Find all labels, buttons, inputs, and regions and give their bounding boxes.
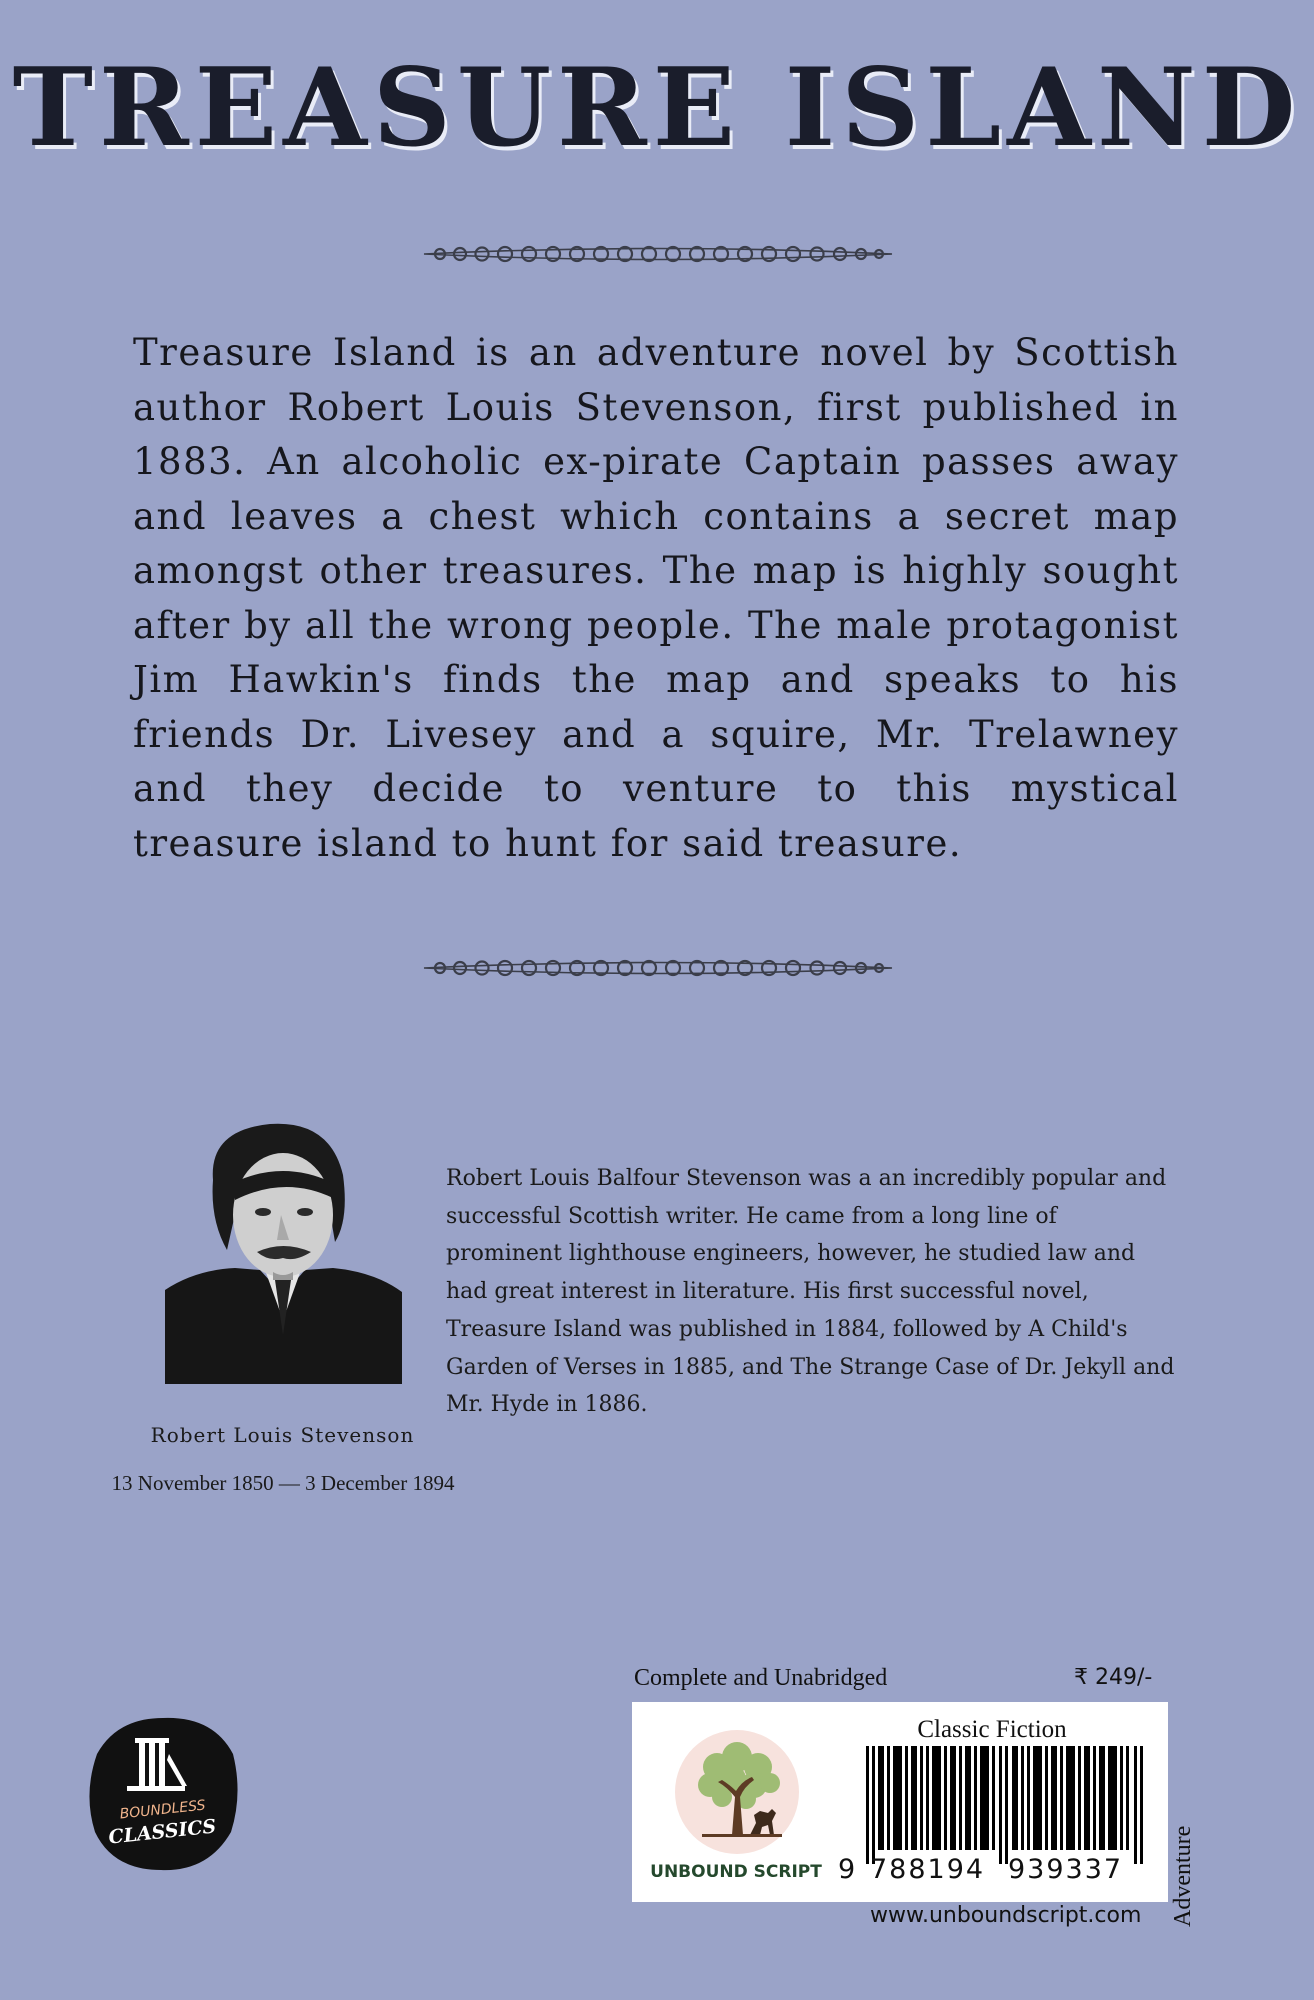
publisher-website: www.unboundscript.com <box>870 1903 1142 1928</box>
book-synopsis: Treasure Island is an adventure novel by Scottish author Robert Louis Stevenson, first published in 1883. An alcoholic ex-pirate Captain passes away and leaves a chest which contains a secret map amongst other treasures. The map is highly sought after by all the wrong people. The male protagonist Jim Hawkin's finds the map and speaks to his friends Dr. Livesey and a squire, Mr. Trelawney and they decide to venture to this mystical treasure island to hunt for said treasure. <box>133 331 1179 865</box>
unbound-script-tree-logo <box>672 1727 802 1857</box>
ornament-divider-bottom <box>420 957 896 979</box>
bio-line: successful Scottish writer. He came from a long line of <box>446 1203 1057 1229</box>
author-name-caption: Robert Louis Stevenson <box>150 1423 415 1447</box>
price-label: ₹ 249/- <box>1074 1665 1153 1690</box>
bio-line: had great interest in literature. His first successful novel, <box>446 1279 1089 1305</box>
genre-label-vertical: Adventure <box>1170 1825 1196 1927</box>
bio-line: prominent lighthouse engineers, however, he studied law and <box>446 1241 1136 1267</box>
ornament-divider-top <box>420 243 896 265</box>
author-lifespan: 13 November 1850 — 3 December 1894 <box>111 1471 455 1495</box>
edition-label: Complete and Unabridged <box>634 1665 888 1691</box>
author-portrait <box>165 1120 402 1384</box>
category-label: Classic Fiction <box>917 1716 1067 1743</box>
isbn-group-right: 939337 <box>1008 1854 1124 1885</box>
author-biography <box>446 1160 1218 1424</box>
bio-line: Robert Louis Balfour Stevenson was a an incredibly popular and <box>446 1166 1167 1191</box>
isbn-barcode <box>866 1746 1144 1864</box>
bio-line: Mr. Hyde in 1886. <box>446 1392 648 1418</box>
barcode-panel <box>632 1702 1168 1902</box>
book-title: TREASURE ISLAND <box>12 45 1302 171</box>
bio-line: Garden of Verses in 1885, and The Strange Case of Dr. Jekyll and <box>446 1354 1175 1380</box>
bio-line: Treasure Island was published in 1884, followed by A Child's <box>446 1316 1128 1342</box>
isbn-prefix: 9 <box>838 1854 856 1885</box>
imprint-name: UNBOUND SCRIPT <box>650 1862 822 1882</box>
isbn-group-left: 788194 <box>870 1854 986 1885</box>
logo-text-boundless: BOUNDLESS <box>118 1797 207 1823</box>
logo-text-classics: CLASSICS <box>107 1815 218 1849</box>
boundless-classics-logo <box>83 1714 243 1874</box>
